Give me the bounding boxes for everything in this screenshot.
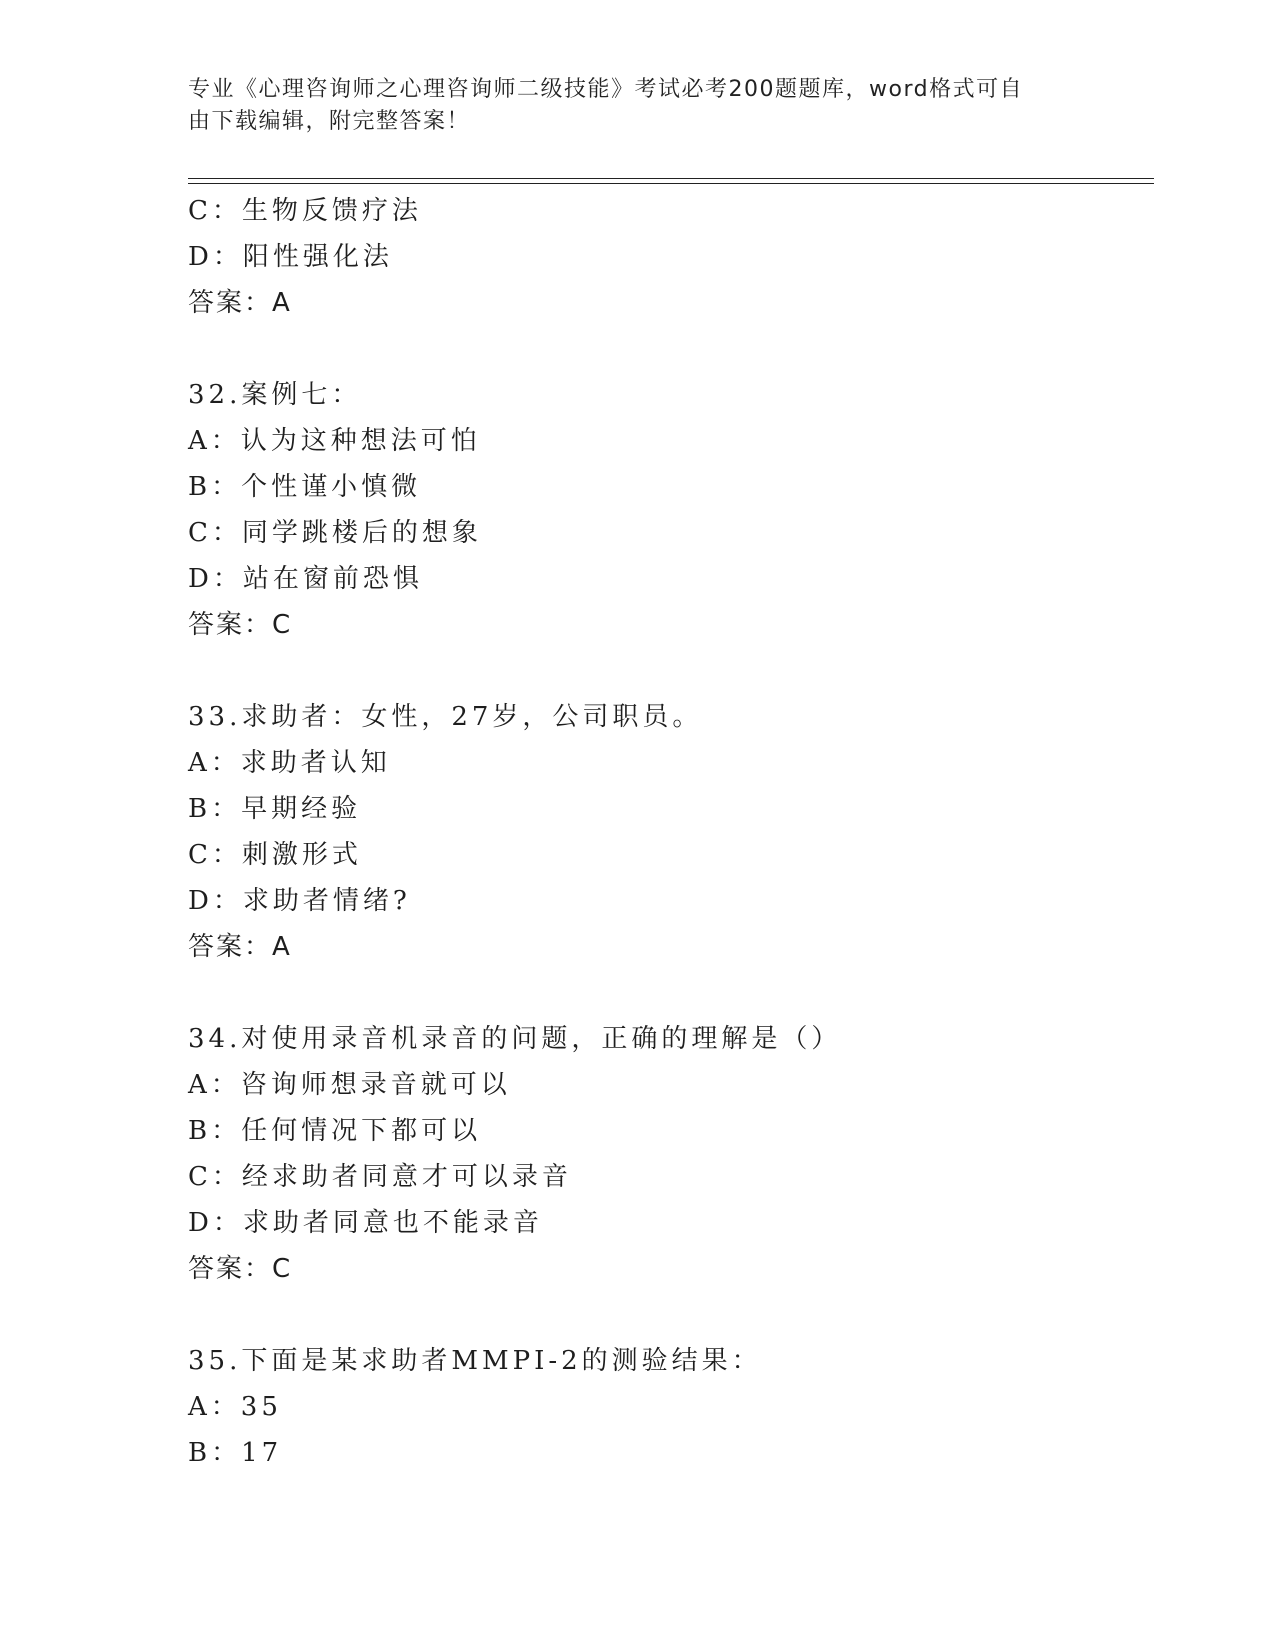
question-33-stem: 33.求助者：女性，27岁，公司职员。 bbox=[188, 702, 703, 732]
question-gap bbox=[188, 970, 1154, 1016]
header-line-1: 专业《心理咨询师之心理咨询师二级技能》考试必考200题题库，word格式可自 bbox=[188, 77, 1024, 102]
option-c: C：生物反馈疗法 bbox=[188, 196, 422, 226]
header-rule-top bbox=[188, 178, 1154, 179]
document-body bbox=[188, 188, 1154, 1476]
question-35-stem: 35.下面是某求助者MMPI-2的测验结果： bbox=[188, 1346, 762, 1376]
option-a: A：认为这种想法可怕 bbox=[188, 426, 481, 456]
question-gap bbox=[188, 326, 1154, 372]
option-b: B：早期经验 bbox=[188, 794, 362, 824]
question-32-stem: 32.案例七： bbox=[188, 380, 362, 410]
document-header bbox=[188, 74, 1078, 138]
option-b: B：个性谨小慎微 bbox=[188, 472, 422, 502]
option-c: C：刺激形式 bbox=[188, 840, 362, 870]
answer-line: 答案：A bbox=[188, 932, 292, 962]
answer-line: 答案：A bbox=[188, 288, 292, 318]
answer-line: 答案：C bbox=[188, 1254, 293, 1284]
option-a: A：咨询师想录音就可以 bbox=[188, 1070, 511, 1100]
option-d: D：阳性强化法 bbox=[188, 242, 393, 272]
option-d: D：求助者情绪? bbox=[188, 886, 411, 916]
option-c: C：经求助者同意才可以录音 bbox=[188, 1162, 572, 1192]
question-gap bbox=[188, 648, 1154, 694]
header-line-2: 由下载编辑，附完整答案！ bbox=[188, 109, 471, 134]
option-a: A：35 bbox=[188, 1392, 282, 1422]
header-rule-bottom bbox=[188, 183, 1154, 184]
question-gap bbox=[188, 1292, 1154, 1338]
option-d: D：站在窗前恐惧 bbox=[188, 564, 423, 594]
option-b: B：任何情况下都可以 bbox=[188, 1116, 482, 1146]
option-a: A：求助者认知 bbox=[188, 748, 391, 778]
question-34-stem: 34.对使用录音机录音的问题，正确的理解是（） bbox=[188, 1024, 842, 1054]
option-c: C：同学跳楼后的想象 bbox=[188, 518, 482, 548]
option-d: D：求助者同意也不能录音 bbox=[188, 1208, 543, 1238]
answer-line: 答案：C bbox=[188, 610, 293, 640]
option-b: B：17 bbox=[188, 1438, 283, 1468]
